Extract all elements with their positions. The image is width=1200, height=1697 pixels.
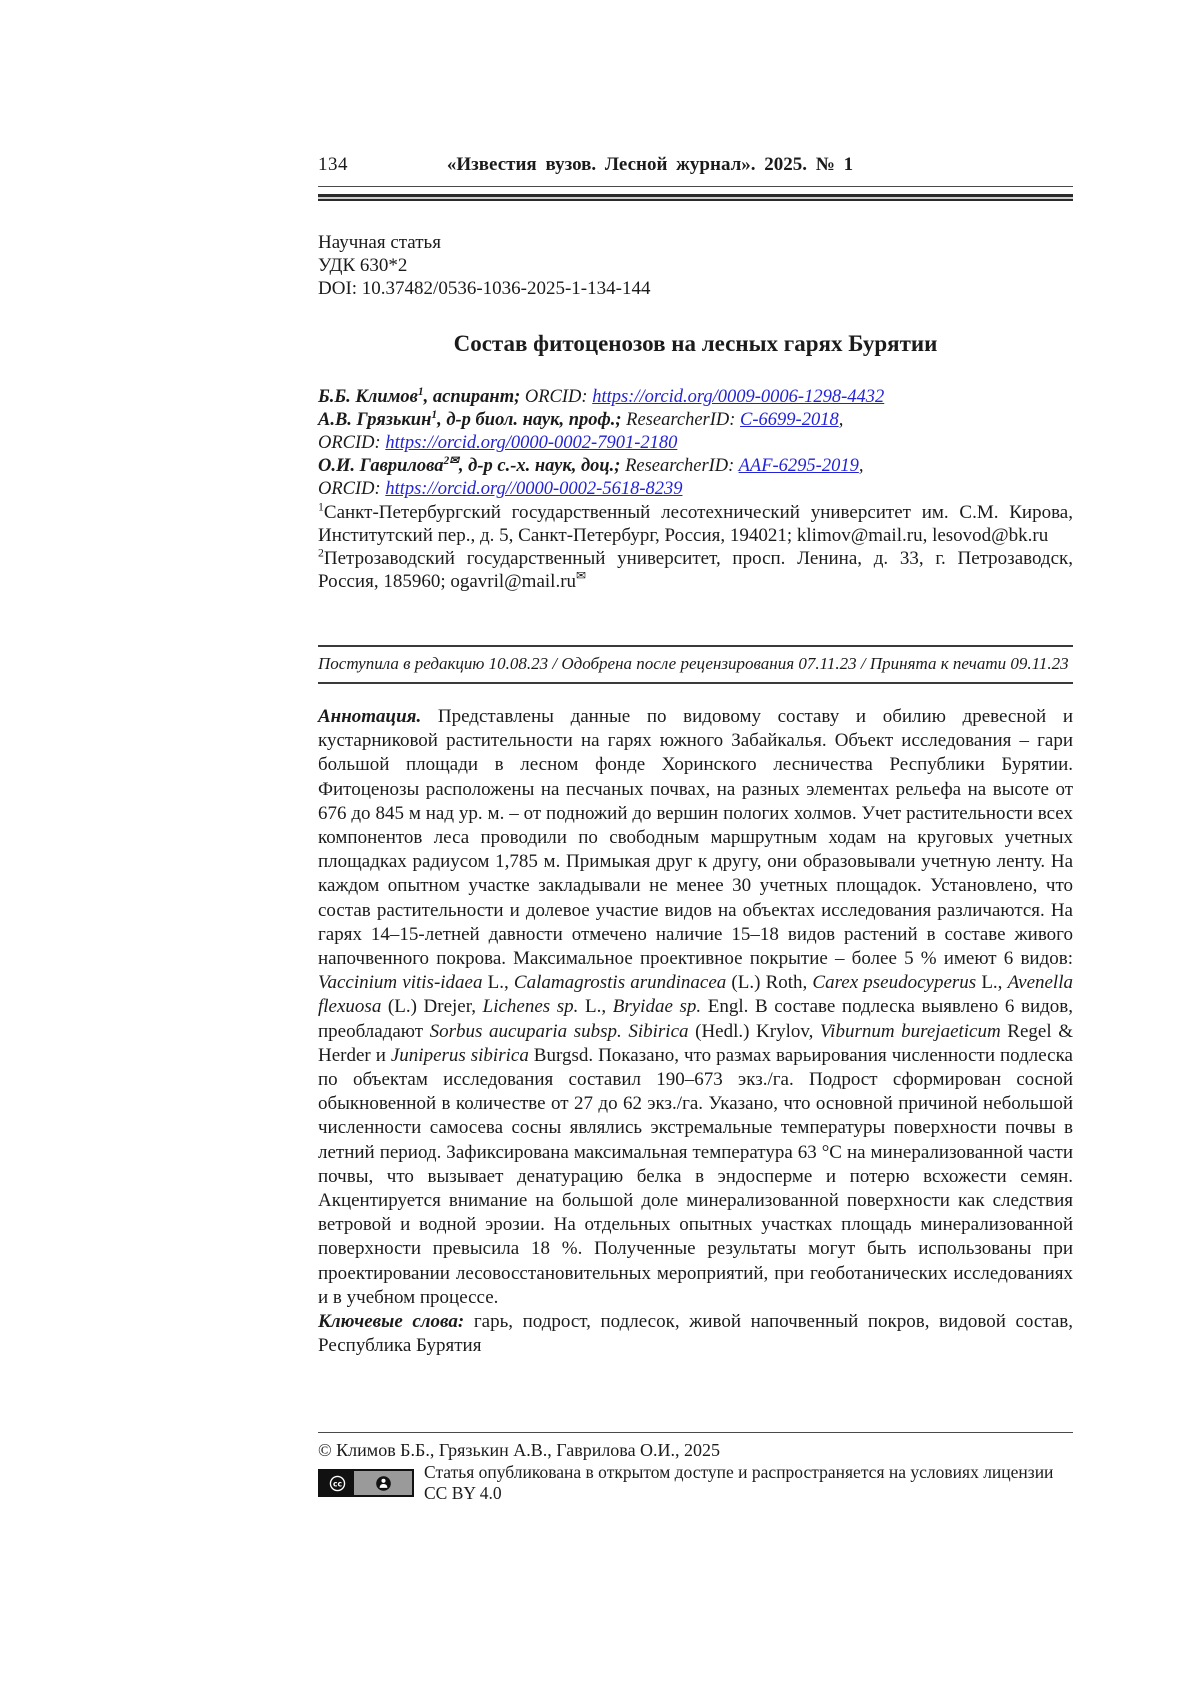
affiliation-marker: 2	[318, 546, 324, 560]
text-segment: Sorbus aucuparia subsp. Sibirica	[429, 1020, 689, 1042]
text-segment: ORCID:	[318, 433, 386, 453]
affiliation-marker: 1	[431, 408, 438, 421]
researcherid-link[interactable]: C-6699-2018	[740, 410, 839, 430]
text-segment: ResearcherID:	[625, 456, 739, 476]
authors-block	[318, 386, 1073, 501]
header-rule-double	[318, 194, 1073, 201]
orcid-link[interactable]: https://orcid.org/0009-0006-1298-4432	[592, 387, 885, 407]
running-title: «Известия вузов. Лесной журнал». 2025. № 1	[446, 154, 854, 175]
article-meta	[318, 231, 1073, 300]
text-segment: ResearcherID:	[626, 410, 741, 430]
text-segment: Carex pseudocyperus	[812, 972, 977, 994]
text-segment: Петрозаводский государственный университет, просп. Ленина, д. 33, г. Петрозаводск, Россия, 185960; ogavril@mail.ru	[318, 548, 1073, 592]
text-segment: Burgsd. Показано, что размах варьирования численности подлеска по объектам исследования составил 190–673 экз./га. Подрост сформирован сосной обыкновенной в количестве от 27 до 62 экз./га. Указано, что основной причиной небольшой численности самосева сосны являлись экстремальные температуры поверхности почвы в летний период. Зафиксирована максимальная температура 63 °С на минерализованной части почвы, что вызывает денатурацию белка в эндосперме и потерю всхожести семян. Акцентируется внимание на большой доле минерализованной поверхности как следствия ветровой и водной эрозии. На отдельных опытных участках площадь минерализованной поверхности превысила 18 %. Полученные результаты могут быть использованы при проектировании лесовосстановительных мероприятий, при геоботанических исследованиях и в учебном процессе.	[318, 1044, 1073, 1308]
email-envelope-icon: ✉	[449, 454, 459, 467]
text-segment: , д-р с.-х. наук, доц.;	[458, 456, 626, 476]
affiliations-block	[318, 501, 1073, 593]
abstract-block	[318, 705, 1073, 1358]
text-segment: Представлены данные по видовому составу и обилию древесной и кустарниковой растительности на гарях южного Забайкалья. Объект исследования – гари большой площади в лесном фонде Хоринского лесничества Республики Бурятии. Фитоценозы расположены на песчаных почвах, на разных элементах рельефа на высоте от 676 до 845 м над ур. м. – от подножий до вершин пологих холмов. Учет растительности всех компонентов леса проводили по свободным маршрутным ходам на круговых учетных площадках радиусом 1,785 м. Примыкая друг к другу, они образовывали учетную ленту. На каждом опытном участке закладывали не менее 30 учетных площадок. Установлено, что состав растительности и долевое участие видов на объектах исследования различаются. На гарях 14–15-летней давности отмечено наличие 15–18 видов растений в составе живого напочвенного покрова. Максимальное проективное покрытие – более 5 % имеют 6 видов:	[318, 706, 1073, 970]
text-segment: (L.) Roth,	[726, 972, 813, 994]
page-number: 134	[318, 154, 348, 175]
text-segment: Regel & Herder и	[318, 1020, 1073, 1066]
text-segment: L.,	[976, 972, 1008, 994]
text-segment: Vaccinium vitis-idaea	[318, 972, 483, 994]
text-segment: , д-р биол. наук, проф.;	[437, 410, 627, 430]
udc-code: УДК 630*2	[318, 255, 408, 276]
text-line	[318, 432, 1073, 455]
text-segment: ,	[858, 456, 864, 476]
text-segment: ,	[838, 410, 844, 430]
running-head	[318, 154, 1073, 180]
keywords-paragraph	[318, 1310, 1073, 1358]
license-row	[318, 1462, 1073, 1504]
text-segment: L.,	[578, 996, 613, 1018]
text-line	[318, 478, 1073, 501]
author-name: А.В. Грязькин	[318, 410, 432, 430]
abstract-label: Аннотация.	[318, 706, 422, 727]
article-title: Состав фитоценозов на лесных гарях Бурятии	[453, 331, 938, 356]
orcid-link[interactable]: https://orcid.org//0000-0002-5618-8239	[385, 479, 683, 499]
affiliation-marker: 1	[318, 500, 324, 514]
orcid-link[interactable]: https://orcid.org/0000-0002-7901-2180	[385, 433, 678, 453]
header-rule-thin	[318, 186, 1073, 187]
text-segment: , аспирант;	[423, 387, 525, 407]
text-segment: ORCID:	[524, 387, 593, 407]
svg-text:cc: cc	[332, 1479, 342, 1489]
text-segment: Juniperus sibirica	[390, 1044, 529, 1066]
authors-affiliations-block	[318, 386, 1073, 593]
author-name: О.И. Гаврилова	[318, 456, 444, 476]
text-segment: (Hedl.) Krylov,	[688, 1020, 820, 1042]
text-line	[318, 501, 1073, 547]
text-segment: (L.) Drejer,	[381, 996, 483, 1018]
text-segment: Viburnum burejaeticum	[819, 1020, 1001, 1042]
cc-by-badge	[318, 1469, 414, 1497]
email-envelope-icon: ✉	[576, 569, 586, 583]
text-segment: гарь, подрост, подлесок, живой напочвенный покров, видовой состав, Республика Бурятия	[318, 1311, 1074, 1357]
researcherid-link[interactable]: AAF-6295-2019	[738, 456, 859, 476]
abstract-paragraph	[318, 705, 1073, 1310]
text-segment: L.,	[482, 972, 514, 994]
text-segment: Engl. В составе подлеска выявлено 6 видов, преобладают	[318, 996, 1073, 1042]
text-line	[318, 386, 1073, 409]
by-person-icon	[354, 1471, 412, 1495]
text-segment: Санкт-Петербургский государственный лесотехнический университет им. С.М. Кирова, Институтский пер., д. 5, Санкт-Петербург, Россия, 194021; klimov@mail.ru, lesovod@bk.ru	[318, 502, 1073, 546]
affiliation-marker: 2	[443, 454, 450, 467]
text-line	[318, 455, 1073, 478]
cc-icon	[320, 1471, 354, 1495]
text-segment: ORCID:	[318, 479, 386, 499]
text-segment: Calamagrostis arundinacea	[513, 972, 727, 994]
text-segment: Avenella flexuosa	[318, 972, 1073, 1018]
affiliation-marker: 1	[417, 385, 424, 398]
text-line	[318, 409, 1073, 432]
footer-rule	[318, 1432, 1073, 1433]
doi: DOI: 10.37482/0536-1036-2025-1-134-144	[318, 278, 651, 299]
text-segment: Bryidae sp.	[612, 996, 702, 1018]
article-type: Научная статья	[318, 232, 441, 253]
license-text: Статья опубликована в открытом доступе и распространяется на условиях лицензии CC BY 4.0	[424, 1462, 1054, 1503]
author-name: Б.Б. Климов	[318, 387, 418, 407]
copyright-line: © Климов Б.Б., Грязькин А.В., Гаврилова О.И., 2025	[318, 1440, 721, 1460]
received-accepted-dates: Поступила в редакцию 10.08.23 / Одобрена после рецензирования 07.11.23 / Принята к печати 09.11.23	[318, 645, 1073, 684]
keywords-label: Ключевые слова:	[318, 1311, 465, 1333]
text-line	[318, 547, 1073, 593]
text-segment: Lichenes sp.	[482, 996, 579, 1018]
